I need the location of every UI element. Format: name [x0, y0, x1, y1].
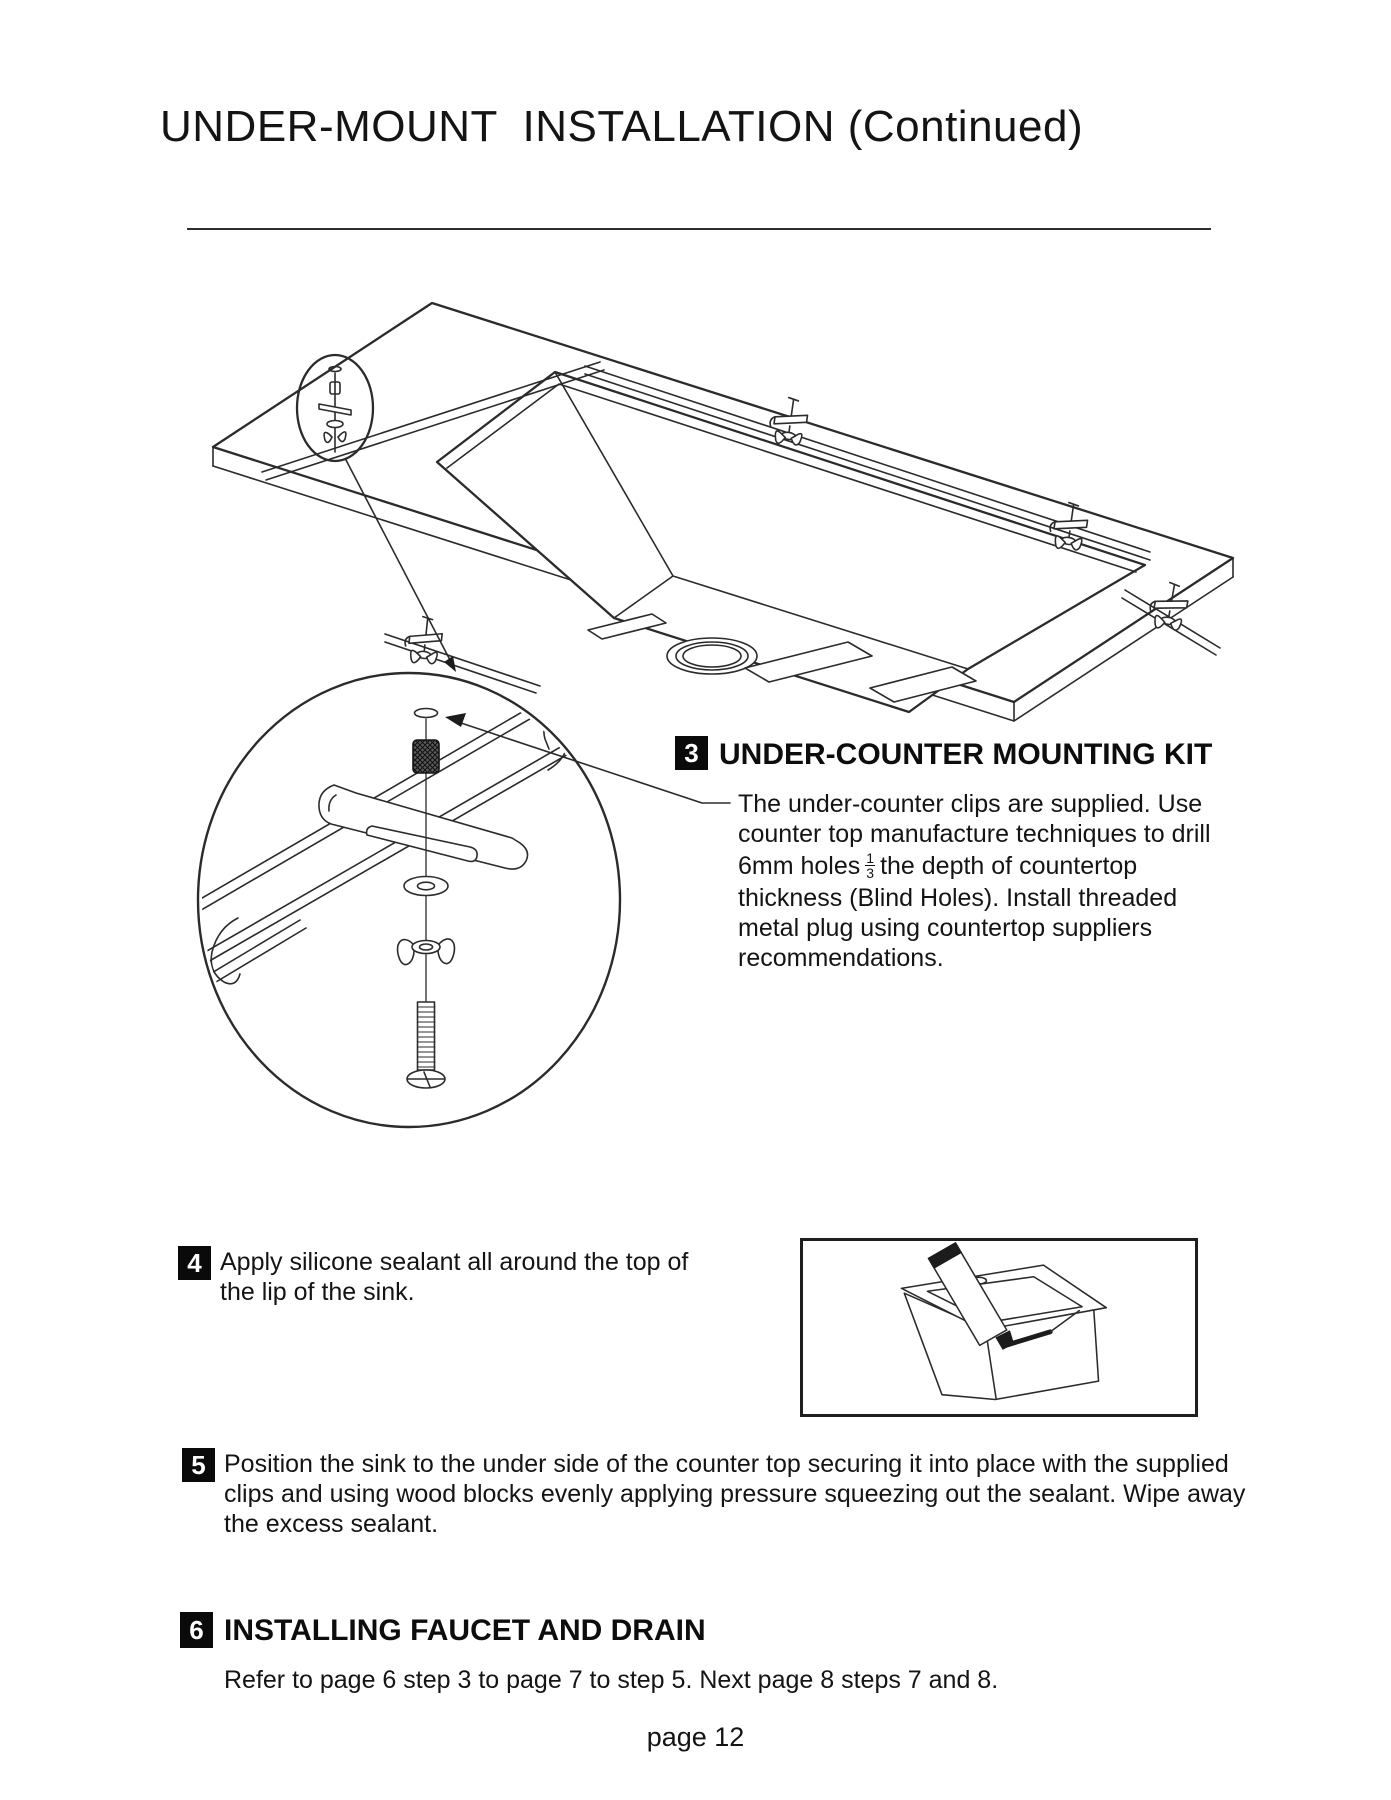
- mounting-screw: [407, 1002, 445, 1088]
- step5-text-line2: clips and using wood blocks evenly applying pressure squeezing out the sealant. Wipe away: [224, 1480, 1246, 1508]
- page-title: UNDER-MOUNT INSTALLATION (Continued): [160, 102, 1084, 151]
- title-divider-rule: [187, 228, 1211, 230]
- step6-number-badge: [180, 1612, 213, 1648]
- step3-text-line6: recommendations.: [738, 944, 944, 972]
- main-installation-figure: [150, 250, 1250, 1160]
- countertop-blind-hole: [415, 709, 438, 718]
- step5-number: 5: [191, 1449, 206, 1480]
- step3-number-badge: [675, 736, 708, 770]
- threaded-metal-insert: [413, 740, 439, 773]
- fraction-denominator: 3: [866, 864, 875, 881]
- step3-line3-before: 6mm holes: [738, 852, 861, 880]
- step3-line3-after: the depth of countertop: [880, 852, 1138, 880]
- step3-text-line4: thickness (Blind Holes). Install threaded: [738, 884, 1178, 912]
- step5-text-line1: Position the sink to the under side of the counter top securing it into place with the supplied: [224, 1450, 1229, 1478]
- step4-figure-frame: [800, 1238, 1198, 1417]
- step3-heading: UNDER-COUNTER MOUNTING KIT: [719, 738, 1213, 771]
- step4-text-line2: the lip of the sink.: [220, 1278, 415, 1306]
- step3-text-line1: The under-counter clips are supplied. Use: [738, 790, 1203, 818]
- step5-text-line3: the excess sealant.: [224, 1510, 439, 1538]
- washer: [404, 877, 448, 896]
- step4-number: 4: [187, 1247, 202, 1278]
- page-number: page 12: [646, 1722, 745, 1752]
- one-third-fraction: [865, 851, 875, 880]
- step6-number: 6: [189, 1614, 204, 1645]
- sealant-application-figure: [803, 1241, 1195, 1414]
- step5-number-badge: [182, 1448, 215, 1482]
- fraction-numerator: 1: [866, 849, 875, 866]
- detail-circle-figure: [190, 673, 730, 1127]
- step3-number: 3: [684, 737, 699, 768]
- clip-bracket: [319, 785, 528, 869]
- step3-text-line5: metal plug using countertop suppliers: [738, 914, 1153, 942]
- step3-text-line2: counter top manufacture techniques to drill: [738, 820, 1211, 848]
- step6-text: Refer to page 6 step 3 to page 7 to step 5. Next page 8 steps 7 and 8.: [224, 1666, 999, 1694]
- step3-text-line3: [738, 849, 1138, 882]
- step4-number-badge: [178, 1246, 211, 1280]
- drain-opening: [667, 638, 757, 674]
- step6-heading: INSTALLING FAUCET AND DRAIN: [224, 1614, 706, 1647]
- step4-text-line1: Apply silicone sealant all around the top of: [220, 1248, 689, 1276]
